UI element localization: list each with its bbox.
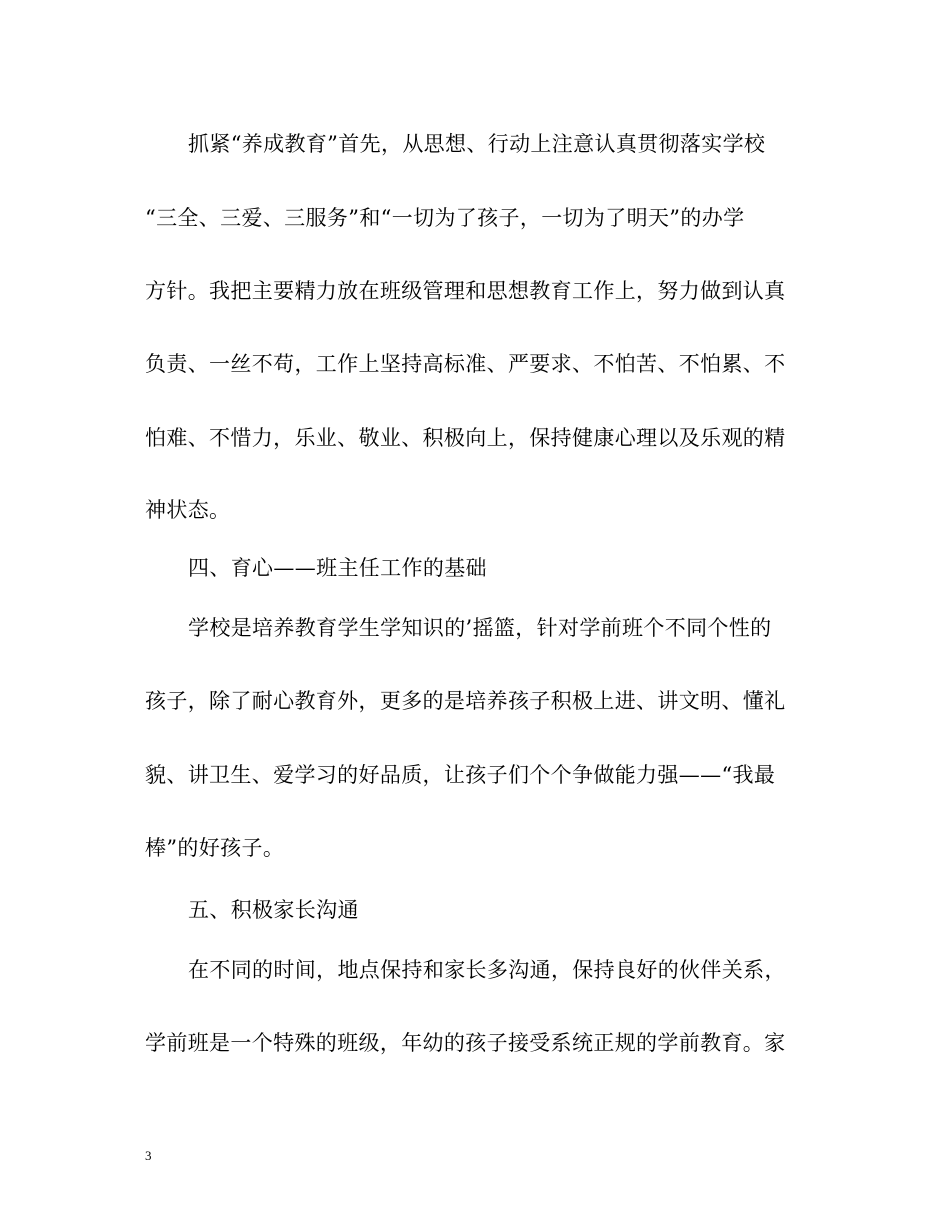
paragraph-line: 方针。我把主要精力放在班级管理和思想教育工作上，努力做到认真: [145, 279, 786, 303]
paragraph-line: 孩子，除了耐心教育外，更多的是培养孩子积极上进、讲文明、懂礼: [145, 689, 786, 713]
paragraph-line: 怕难、不惜力，乐业、敬业、积极向上，保持健康心理以及乐观的精: [145, 426, 786, 450]
paragraph-line: 学校是培养教育学生学知识的’摇篮，针对学前班个不同个性的: [188, 616, 772, 640]
section-heading: 四、育心——班主任工作的基础: [188, 556, 487, 580]
page-number: 3: [145, 1148, 152, 1163]
paragraph-line: 抓紧“养成教育”首先，从思想、行动上注意认真贯彻落实学校: [188, 132, 766, 156]
paragraph-line: 棒”的好孩子。: [145, 836, 285, 860]
paragraph-line: 神状态。: [145, 498, 231, 522]
paragraph-line: 貌、讲卫生、爱学习的好品质，让孩子们个个争做能力强——“我最: [145, 763, 776, 787]
paragraph-line: 学前班是一个特殊的班级，年幼的孩子接受系统正规的学前教育。家: [145, 1031, 786, 1055]
section-heading: 五、积极家长沟通: [188, 898, 359, 922]
paragraph-line: “三全、三爱、三服务”和“一切为了孩子，一切为了明天”的办学: [145, 206, 745, 230]
paragraph-line: 在不同的时间，地点保持和家长多沟通，保持良好的伙伴关系，: [188, 958, 786, 982]
paragraph-line: 负责、一丝不苟，工作上坚持高标准、严要求、不怕苦、不怕累、不: [145, 352, 786, 376]
